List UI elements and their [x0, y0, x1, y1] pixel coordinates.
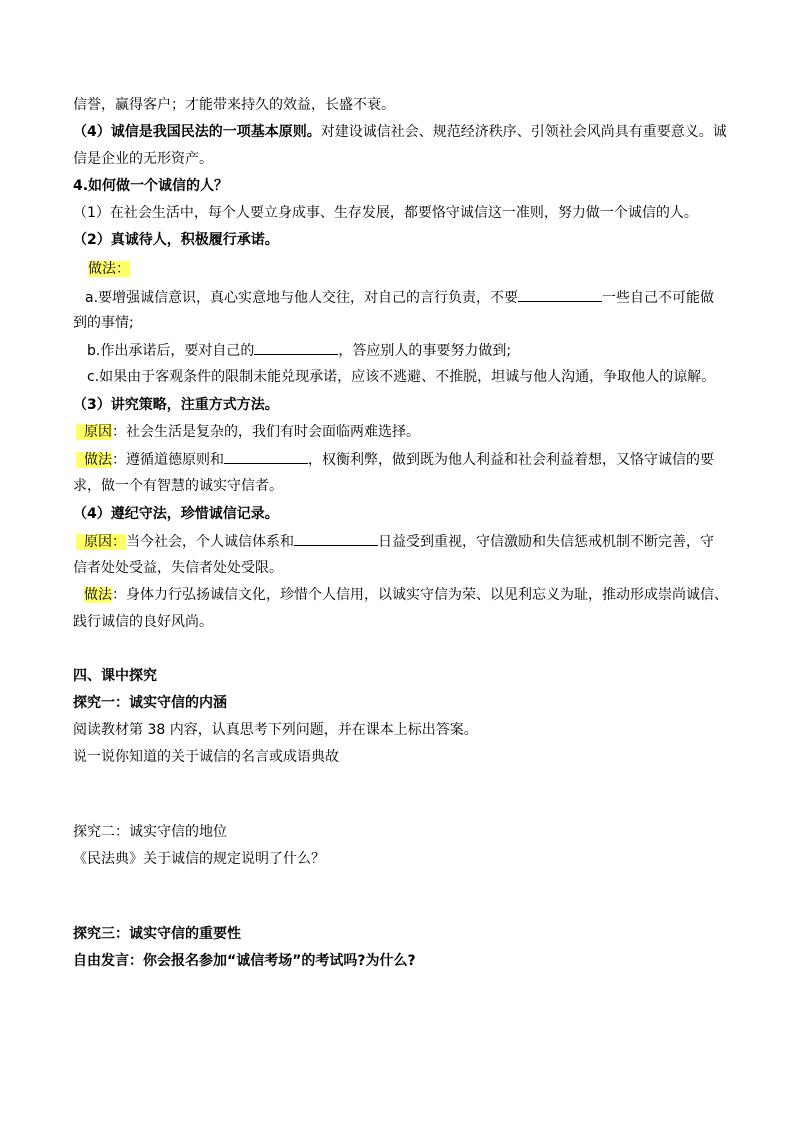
heading-text: 探究三：诚实守信的重要性: [73, 926, 241, 942]
fill-blank: [254, 341, 338, 355]
text-line: [76, 450, 714, 469]
subheading: [73, 505, 279, 523]
text-line: [84, 586, 728, 604]
paragraph-text: 到的事情;: [73, 315, 134, 331]
paragraph-text: 阅读教材第 38 内容，认真思考下列问题，并在课本上标出答案。: [73, 722, 478, 738]
highlight-label: 原因：: [76, 534, 126, 550]
highlight-label: 做法：: [88, 261, 130, 277]
text-line: [73, 748, 339, 766]
subheading: [73, 396, 279, 414]
text-line: [87, 341, 511, 360]
fill-blank: [518, 288, 602, 302]
text-line: [73, 123, 727, 141]
paragraph-text: 求，做一个有智慧的诚实守信者。: [73, 478, 283, 494]
paragraph-text: 信誉，赢得客户；才能带来持久的效益，长盛不衰。: [73, 97, 395, 113]
text-line: [73, 721, 478, 739]
text-line: [76, 532, 714, 551]
heading-text: 4.如何做一个诚信的人？: [73, 178, 229, 194]
fill-blank: [224, 450, 308, 464]
paragraph-text: 《民法典》关于诚信的规定说明了什么？: [73, 851, 325, 867]
paragraph-text: 说一说你知道的关于诚信的名言或成语典故: [73, 749, 339, 765]
paragraph-text: 信是企业的无形资产。: [73, 151, 213, 167]
text-line: [73, 823, 227, 841]
paragraph-text: 自由发言：你会报名参加“诚信考场”的考试吗?为什么?: [73, 953, 416, 969]
subheading: [73, 231, 279, 249]
text-line: [88, 260, 130, 278]
paragraph-text: 日益受到重视，守信激励和失信惩戒机制不断完善，守: [378, 534, 714, 550]
text-line: [73, 204, 698, 222]
heading-text: （2）真诚待人，积极履行承诺。: [73, 232, 279, 248]
paragraph-text: 一些自己不可能做: [602, 290, 715, 306]
heading-text: 四、课中探究: [73, 668, 157, 684]
paragraph-text: 探究二：诚实守信的地位: [73, 824, 227, 840]
text-line: [73, 477, 283, 495]
text-line: [73, 952, 416, 970]
highlight-label: 做法: [84, 587, 112, 603]
text-line: [87, 368, 715, 386]
text-line: [76, 423, 420, 441]
paragraph-text: ：社会生活是复杂的，我们有时会面临两难选择。: [112, 424, 420, 440]
fill-blank: [294, 532, 378, 546]
text-line: [73, 150, 213, 168]
text-line: [73, 314, 134, 332]
heading-text: （3）讲究策略，注重方式方法。: [73, 397, 279, 413]
subheading: [73, 925, 241, 943]
text-line: [73, 559, 283, 577]
heading-text: 探究一：诚实守信的内涵: [73, 695, 227, 711]
paragraph-text: ，答应别人的事要努力做到;: [338, 343, 512, 359]
paragraph-text: 当今社会，个人诚信体系和: [126, 534, 294, 550]
paragraph-text: ：身体力行弘扬诚信文化，珍惜个人信用，以诚实守信为荣、以见利忘义为耻，推动形成崇尚诚信、: [112, 587, 728, 603]
paragraph-text: 信者处处受益，失信者处处受限。: [73, 560, 283, 576]
text-line: [73, 613, 213, 631]
paragraph-text: ：遵循道德原则和: [112, 452, 224, 468]
section-heading: [73, 667, 157, 685]
text-line: [85, 288, 714, 307]
heading-text: （4）遵纪守法，珍惜诚信记录。: [73, 506, 279, 522]
section-heading: [73, 177, 228, 195]
paragraph-text: （1）在社会生活中，每个人要立身成事、生存发展，都要恪守诚信这一准则，努力做一个诚信的人。: [73, 205, 698, 221]
text-line: [73, 850, 325, 868]
highlight-label: 原因: [76, 424, 112, 440]
paragraph-text: a.要增强诚信意识，真心实意地与他人交往，对自己的言行负责，不要: [85, 290, 519, 306]
subheading: [73, 694, 227, 712]
paragraph-text: 对建设诚信社会、规范经济秩序、引领社会风尚具有重要意义。诚: [320, 124, 727, 140]
paragraph-text: c.如果由于客观条件的限制未能兑现承诺，应该不逃避、不推脱，坦诚与他人沟通，争取他人的谅解。: [87, 369, 716, 385]
paragraph-text: ，权衡利弊，做到既为他人利益和社会利益着想，又恪守诚信的要: [308, 452, 714, 468]
paragraph-text: b.作出承诺后，要对自己的: [87, 343, 255, 359]
highlight-label: 做法: [76, 452, 112, 468]
text-line: [73, 96, 395, 114]
paragraph-text: 践行诚信的良好风尚。: [73, 614, 213, 630]
bold-heading: （4）诚信是我国民法的一项基本原则。: [73, 124, 321, 140]
